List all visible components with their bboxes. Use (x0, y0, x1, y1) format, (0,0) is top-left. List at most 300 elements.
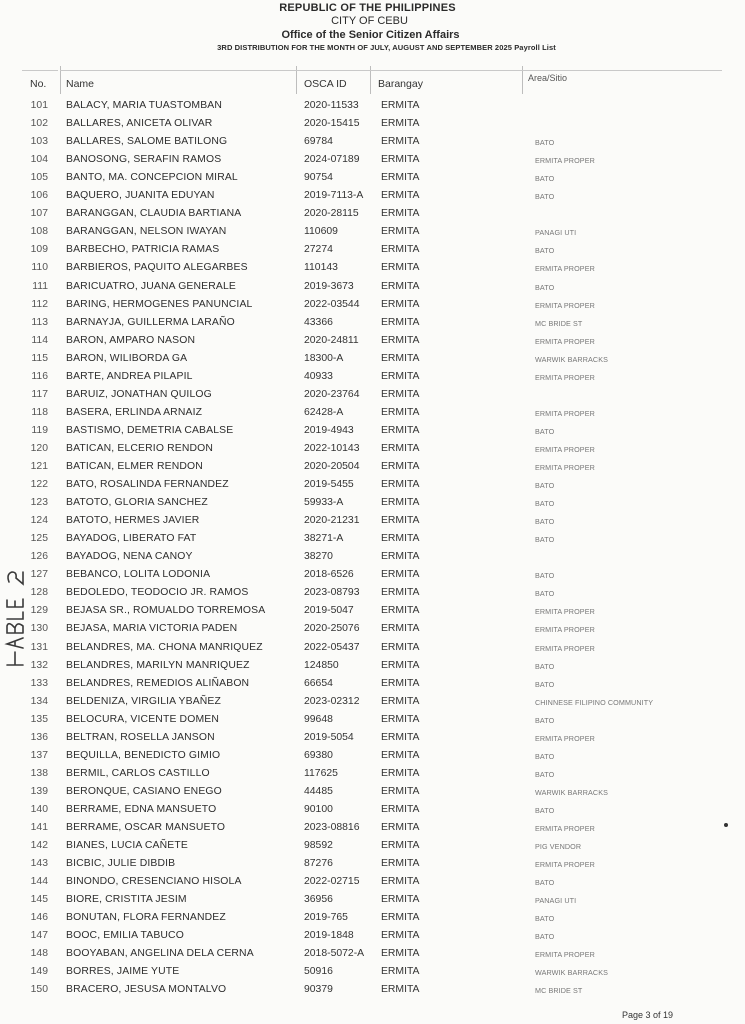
barangay: ERMITA (381, 749, 420, 761)
table-row (0, 585, 745, 603)
barangay: ERMITA (381, 876, 420, 888)
osca-id: 2020-24811 (304, 334, 359, 346)
senior-name: BAYADOG, LIBERATO FAT (66, 533, 197, 545)
area-sitio: PANAGI UTI (535, 896, 577, 906)
row-number: 134 (30, 695, 48, 707)
table-row (0, 928, 745, 946)
barangay: ERMITA (381, 280, 420, 292)
senior-name: BOOYABAN, ANGELINA DELA CERNA (66, 948, 254, 960)
osca-id: 2022-05437 (304, 641, 360, 653)
senior-name: BARICUATRO, JUANA GENERALE (66, 280, 236, 292)
area-sitio: BATO (535, 138, 555, 148)
area-sitio: BATO (535, 679, 555, 689)
area-sitio: ERMITA PROPER (535, 860, 595, 870)
barangay: ERMITA (381, 190, 420, 202)
osca-id: 2019-765 (304, 912, 348, 924)
osca-id: 2022-10143 (304, 442, 360, 454)
osca-id: 110143 (304, 262, 338, 274)
osca-id: 2020-15415 (304, 118, 360, 130)
barangay: ERMITA (381, 840, 420, 852)
osca-id: 2022-03544 (304, 298, 360, 310)
area-sitio: ERMITA PROPER (535, 372, 595, 382)
barangay: ERMITA (381, 623, 420, 635)
row-number: 107 (30, 208, 48, 220)
area-sitio: PANAGI UTI (535, 228, 577, 238)
row-number: 138 (30, 767, 48, 779)
senior-name: BERONQUE, CASIANO ENEGO (66, 785, 222, 797)
barangay: ERMITA (381, 713, 420, 725)
barangay: ERMITA (381, 695, 420, 707)
osca-id: 50916 (304, 966, 333, 978)
barangay: ERMITA (381, 442, 420, 454)
osca-id: 99648 (304, 713, 333, 725)
area-sitio: BATO (535, 878, 555, 888)
row-number: 124 (30, 515, 48, 527)
table-row (0, 206, 745, 224)
table-row (0, 405, 745, 423)
table-row (0, 116, 745, 134)
col-osca-label: OSCA ID (304, 78, 347, 90)
senior-name: BARANGGAN, NELSON IWAYAN (66, 226, 227, 238)
osca-id: 90754 (304, 172, 333, 184)
senior-name: BELANDRES, MARILYN MANRIQUEZ (66, 659, 250, 671)
row-number: 108 (30, 226, 48, 238)
barangay: ERMITA (381, 551, 420, 563)
senior-name: BERMIL, CARLOS CASTILLO (66, 767, 210, 779)
table-row (0, 658, 745, 676)
senior-name: BINONDO, CRESENCIANO HISOLA (66, 876, 242, 888)
barangay: ERMITA (381, 497, 420, 509)
osca-id: 90379 (304, 984, 333, 996)
area-sitio: BATO (535, 517, 555, 527)
senior-name: BATICAN, ELCERIO RENDON (66, 442, 214, 454)
osca-id: 2019-1848 (304, 930, 354, 942)
senior-name: BAYADOG, NENA CANOY (66, 551, 193, 563)
senior-name: BATOTO, GLORIA SANCHEZ (66, 497, 208, 509)
row-number: 127 (30, 569, 48, 581)
barangay: ERMITA (381, 352, 420, 364)
row-number: 148 (30, 948, 48, 960)
osca-id: 124850 (304, 659, 339, 671)
osca-id: 62428-A (304, 406, 344, 418)
barangay: ERMITA (381, 461, 420, 472)
senior-name: BAQUERO, JUANITA EDUYAN (66, 190, 215, 202)
area-sitio: ERMITA PROPER (535, 300, 595, 310)
barangay: ERMITA (381, 298, 420, 310)
row-number: 116 (31, 370, 48, 382)
table-row (0, 982, 745, 1000)
senior-name: BEBANCO, LOLITA LODONIA (66, 569, 211, 581)
row-number: 135 (30, 713, 48, 725)
senior-name: BATOTO, HERMES JAVIER (66, 515, 200, 527)
row-number: 103 (30, 136, 48, 148)
area-sitio: ERMITA PROPER (535, 824, 595, 833)
area-sitio: BATO (535, 481, 555, 491)
row-number: 101 (30, 100, 48, 111)
senior-name: BATO, ROSALINDA FERNANDEZ (66, 479, 229, 491)
osca-id: 18300-A (304, 352, 344, 364)
table-row (0, 802, 745, 820)
table-row (0, 964, 745, 982)
osca-id: 38271-A (304, 533, 344, 545)
senior-name: BARING, HERMOGENES PANUNCIAL (66, 298, 253, 310)
barangay: ERMITA (381, 154, 420, 166)
osca-id: 44485 (304, 785, 333, 797)
senior-name: BIORE, CRISTITA JESIM (66, 894, 187, 906)
senior-name: BARANGGAN, CLAUDIA BARTIANA (66, 208, 242, 220)
barangay: ERMITA (381, 785, 420, 797)
osca-id: 2020-23764 (304, 388, 360, 400)
osca-id: 2020-28115 (304, 208, 359, 220)
osca-id: 2020-11533 (304, 100, 359, 111)
header-republic: REPUBLIC OF THE PHILIPPINES (279, 2, 456, 14)
barangay: ERMITA (381, 894, 420, 906)
ink-dot (724, 823, 728, 827)
area-sitio: BATO (535, 499, 555, 509)
area-sitio: BATO (535, 589, 555, 599)
osca-id: 2019-5047 (304, 605, 354, 617)
senior-name: BARTE, ANDREA PILAPIL (66, 370, 193, 382)
osca-id: 2022-02715 (304, 876, 360, 888)
barangay: ERMITA (381, 803, 420, 815)
row-number: 131 (30, 641, 48, 653)
barangay: ERMITA (381, 208, 420, 220)
osca-id: 66654 (304, 677, 333, 689)
table-row (0, 856, 745, 874)
col-area-label: Area/Sitio (528, 73, 568, 83)
table-row (0, 441, 745, 459)
area-sitio: BATO (535, 932, 555, 942)
senior-name: BERRAME, EDNA MANSUETO (66, 803, 217, 815)
osca-id: 117625 (304, 767, 338, 779)
barangay: ERMITA (381, 262, 420, 274)
table-row (0, 351, 745, 369)
table-row (0, 423, 745, 441)
osca-id: 36956 (304, 894, 333, 906)
osca-id: 69784 (304, 136, 333, 148)
area-sitio: PIG VENDOR (535, 842, 582, 852)
col-header-area (522, 70, 722, 95)
barangay: ERMITA (381, 334, 420, 346)
osca-id: 2024-07189 (304, 154, 360, 166)
table-row (0, 297, 745, 315)
table-row (0, 694, 745, 712)
table-row (0, 820, 745, 838)
row-number: 145 (30, 894, 48, 906)
osca-id: 90100 (304, 803, 333, 815)
barangay: ERMITA (381, 406, 420, 418)
table-row (0, 224, 745, 242)
area-sitio: BATO (535, 805, 555, 815)
senior-name: BELANDRES, REMEDIOS ALIÑABON (66, 677, 250, 689)
area-sitio: ERMITA PROPER (535, 264, 595, 274)
row-number: 147 (30, 930, 48, 942)
header-distribution: 3RD DISTRIBUTION FOR THE MONTH OF JULY, AUGUST AND SEPTEMBER 2025 Payroll List (217, 43, 556, 52)
area-sitio: BATO (535, 426, 555, 436)
senior-name: BARNAYJA, GUILLERMA LARAÑO (66, 316, 235, 328)
table-row (0, 98, 745, 116)
osca-id: 2019-5054 (304, 731, 354, 743)
table-row (0, 531, 745, 549)
area-sitio: ERMITA PROPER (535, 607, 595, 617)
col-header-barangay (370, 70, 522, 95)
barangay: ERMITA (381, 767, 420, 779)
area-sitio: WARWIK BARRACKS (535, 787, 608, 797)
senior-name: BEQUILLA, BENEDICTO GIMIO (66, 749, 221, 761)
senior-name: BEDOLEDO, TEODOCIO JR. RAMOS (66, 587, 249, 599)
area-sitio: BATO (535, 282, 555, 292)
senior-name: BICBIC, JULIE DIBDIB (66, 858, 176, 870)
row-number: 129 (30, 605, 48, 617)
senior-name: BALLARES, ANICETA OLIVAR (66, 118, 213, 130)
row-number: 144 (30, 876, 48, 888)
area-sitio: BATO (535, 914, 555, 924)
page-number: Page 3 of 19 (622, 1010, 674, 1020)
table-row (0, 333, 745, 351)
row-number: 125 (30, 533, 48, 545)
table-row (0, 838, 745, 856)
barangay: ERMITA (381, 858, 420, 870)
row-number: 122 (30, 479, 48, 491)
row-number: 102 (30, 118, 48, 130)
barangay: ERMITA (381, 966, 420, 978)
area-sitio: WARWIK BARRACKS (535, 354, 608, 364)
row-number: 141 (30, 822, 48, 833)
osca-id: 40933 (304, 370, 333, 382)
table-row (0, 784, 745, 802)
barangay: ERMITA (381, 370, 420, 382)
row-number: 105 (30, 172, 48, 184)
senior-name: BALLARES, SALOME BATILONG (66, 136, 228, 148)
table-row (0, 242, 745, 260)
barangay: ERMITA (381, 533, 420, 545)
barangay: ERMITA (381, 948, 420, 960)
row-number: 112 (31, 298, 48, 310)
osca-id: 2023-08793 (304, 587, 360, 599)
table-row (0, 495, 745, 513)
table-row (0, 946, 745, 964)
osca-id: 2023-08816 (304, 822, 360, 833)
osca-id: 87276 (304, 858, 333, 870)
row-number: 143 (30, 858, 48, 870)
senior-name: BATICAN, ELMER RENDON (66, 461, 203, 472)
row-number: 140 (30, 803, 48, 815)
barangay: ERMITA (381, 569, 420, 581)
osca-id: 43366 (304, 316, 333, 328)
table-row (0, 567, 745, 585)
barangay: ERMITA (381, 172, 420, 184)
table-row (0, 874, 745, 892)
barangay: ERMITA (381, 479, 420, 491)
osca-id: 2019-3673 (304, 280, 354, 292)
barangay: ERMITA (381, 226, 420, 238)
area-sitio: WARWIK BARRACKS (535, 968, 608, 978)
col-no-label: No. (30, 78, 47, 90)
barangay: ERMITA (381, 677, 420, 689)
osca-id: 27274 (304, 244, 333, 256)
area-sitio: MC BRIDE ST (535, 318, 583, 328)
area-sitio: BATO (535, 769, 555, 779)
row-number: 132 (30, 659, 48, 671)
senior-name: BALACY, MARIA TUASTOMBAN (66, 100, 223, 111)
row-number: 121 (30, 461, 48, 472)
row-number: 104 (30, 154, 48, 166)
senior-name: BRACERO, JESUSA MONTALVO (66, 984, 227, 996)
area-sitio: BATO (535, 661, 555, 671)
table-row (0, 766, 745, 784)
table-row (0, 459, 745, 477)
barangay: ERMITA (381, 388, 420, 400)
barangay: ERMITA (381, 930, 420, 942)
osca-id: 2020-25076 (304, 623, 360, 635)
barangay: ERMITA (381, 605, 420, 617)
row-number: 114 (31, 334, 48, 346)
area-sitio: BATO (535, 535, 555, 545)
handwritten-table-note (4, 560, 26, 670)
senior-name: BEJASA, MARIA VICTORIA PADEN (66, 623, 238, 635)
senior-name: BELOCURA, VICENTE DOMEN (66, 713, 219, 725)
senior-name: BARBECHO, PATRICIA RAMAS (66, 244, 220, 256)
table-row (0, 621, 745, 639)
barangay: ERMITA (381, 912, 420, 924)
osca-id: 2020-21231 (304, 515, 360, 527)
row-number: 109 (30, 244, 48, 256)
area-sitio: ERMITA PROPER (535, 336, 595, 346)
row-number: 149 (30, 966, 48, 978)
row-number: 150 (30, 984, 48, 996)
area-sitio: MC BRIDE ST (535, 986, 583, 996)
barangay: ERMITA (381, 587, 420, 599)
table-row (0, 369, 745, 387)
area-sitio: BATO (535, 174, 555, 184)
barangay: ERMITA (381, 641, 420, 653)
barangay: ERMITA (381, 118, 420, 130)
row-number: 120 (30, 442, 48, 454)
table-row (0, 892, 745, 910)
area-sitio: ERMITA PROPER (535, 463, 595, 472)
row-number: 117 (31, 388, 48, 400)
senior-name: BARON, WILIBORDA GA (66, 352, 188, 364)
osca-id: 38270 (304, 551, 333, 563)
row-number: 130 (30, 623, 48, 635)
osca-id: 2019-5455 (304, 479, 354, 491)
row-number: 106 (30, 190, 48, 202)
table-row (0, 676, 745, 694)
table-row (0, 513, 745, 531)
header-city: CITY OF CEBU (331, 15, 408, 27)
osca-id: 2020-20504 (304, 461, 360, 472)
barangay: ERMITA (381, 244, 420, 256)
senior-name: BONUTAN, FLORA FERNANDEZ (66, 912, 226, 924)
senior-name: BELDENIZA, VIRGILIA YBAÑEZ (66, 695, 221, 707)
barangay: ERMITA (381, 424, 420, 436)
senior-name: BANOSONG, SERAFIN RAMOS (66, 154, 222, 166)
row-number: 133 (30, 677, 48, 689)
table-row (0, 712, 745, 730)
barangay: ERMITA (381, 100, 420, 111)
col-barangay-label: Barangay (378, 78, 423, 90)
table-row (0, 549, 745, 567)
osca-id: 2018-5072-A (304, 948, 365, 960)
senior-name: BASERA, ERLINDA ARNAIZ (66, 406, 203, 418)
senior-name: BARON, AMPARO NASON (66, 334, 196, 346)
table-row (0, 730, 745, 748)
osca-id: 2018-6526 (304, 569, 354, 581)
area-sitio: BATO (535, 246, 555, 256)
row-number: 126 (30, 551, 48, 563)
barangay: ERMITA (381, 136, 420, 148)
row-number: 110 (31, 262, 48, 274)
senior-name: BELTRAN, ROSELLA JANSON (66, 731, 215, 743)
area-sitio: BATO (535, 192, 555, 202)
barangay: ERMITA (381, 515, 420, 527)
table-row (0, 748, 745, 766)
row-number: 128 (30, 587, 48, 599)
senior-name: BOOC, EMILIA TABUCO (66, 930, 184, 942)
area-sitio: ERMITA PROPER (535, 950, 595, 960)
barangay: ERMITA (381, 659, 420, 671)
row-number: 123 (30, 497, 48, 509)
area-sitio: ERMITA PROPER (535, 156, 595, 166)
row-number: 137 (30, 749, 48, 761)
senior-name: BEJASA SR., ROMUALDO TORREMOSA (66, 605, 266, 617)
osca-id: 2019-4943 (304, 424, 354, 436)
table-row (0, 134, 745, 152)
area-sitio: ERMITA PROPER (535, 444, 595, 454)
table-row (0, 640, 745, 658)
osca-id: 2019-7113-A (304, 190, 364, 202)
row-number: 111 (32, 280, 48, 292)
row-number: 139 (30, 785, 48, 797)
senior-name: BELANDRES, MA. CHONA MANRIQUEZ (66, 641, 263, 653)
table-row (0, 170, 745, 188)
area-sitio: BATO (535, 751, 555, 761)
area-sitio: ERMITA PROPER (535, 643, 595, 653)
senior-name: BARUIZ, JONATHAN QUILOG (66, 388, 212, 400)
table-row (0, 387, 745, 405)
col-name-label: Name (66, 78, 95, 90)
row-number: 142 (30, 840, 48, 852)
senior-name: BERRAME, OSCAR MANSUETO (66, 822, 226, 833)
row-number: 118 (31, 406, 48, 418)
senior-name: BANTO, MA. CONCEPCION MIRAL (66, 172, 238, 184)
table-row (0, 477, 745, 495)
senior-name: BORRES, JAIME YUTE (66, 966, 180, 978)
row-number: 113 (31, 316, 48, 328)
row-number: 119 (31, 424, 48, 436)
table-row (0, 260, 745, 278)
osca-id: 110609 (304, 226, 338, 238)
table-row (0, 315, 745, 333)
area-sitio: ERMITA PROPER (535, 625, 595, 635)
table-row (0, 279, 745, 297)
barangay: ERMITA (381, 731, 420, 743)
senior-name: BARBIEROS, PAQUITO ALEGARBES (66, 262, 248, 274)
area-sitio: BATO (535, 571, 555, 581)
table-row (0, 152, 745, 170)
osca-id: 2023-02312 (304, 695, 360, 707)
senior-name: BIANES, LUCIA CAÑETE (66, 840, 188, 852)
table-row (0, 910, 745, 928)
table-row (0, 188, 745, 206)
col-header-name (60, 70, 296, 95)
row-number: 115 (31, 352, 48, 364)
senior-name: BASTISMO, DEMETRIA CABALSE (66, 424, 234, 436)
area-sitio: BATO (535, 715, 555, 725)
col-header-osca (296, 70, 370, 95)
osca-id: 69380 (304, 749, 333, 761)
col-header-no (22, 70, 58, 95)
